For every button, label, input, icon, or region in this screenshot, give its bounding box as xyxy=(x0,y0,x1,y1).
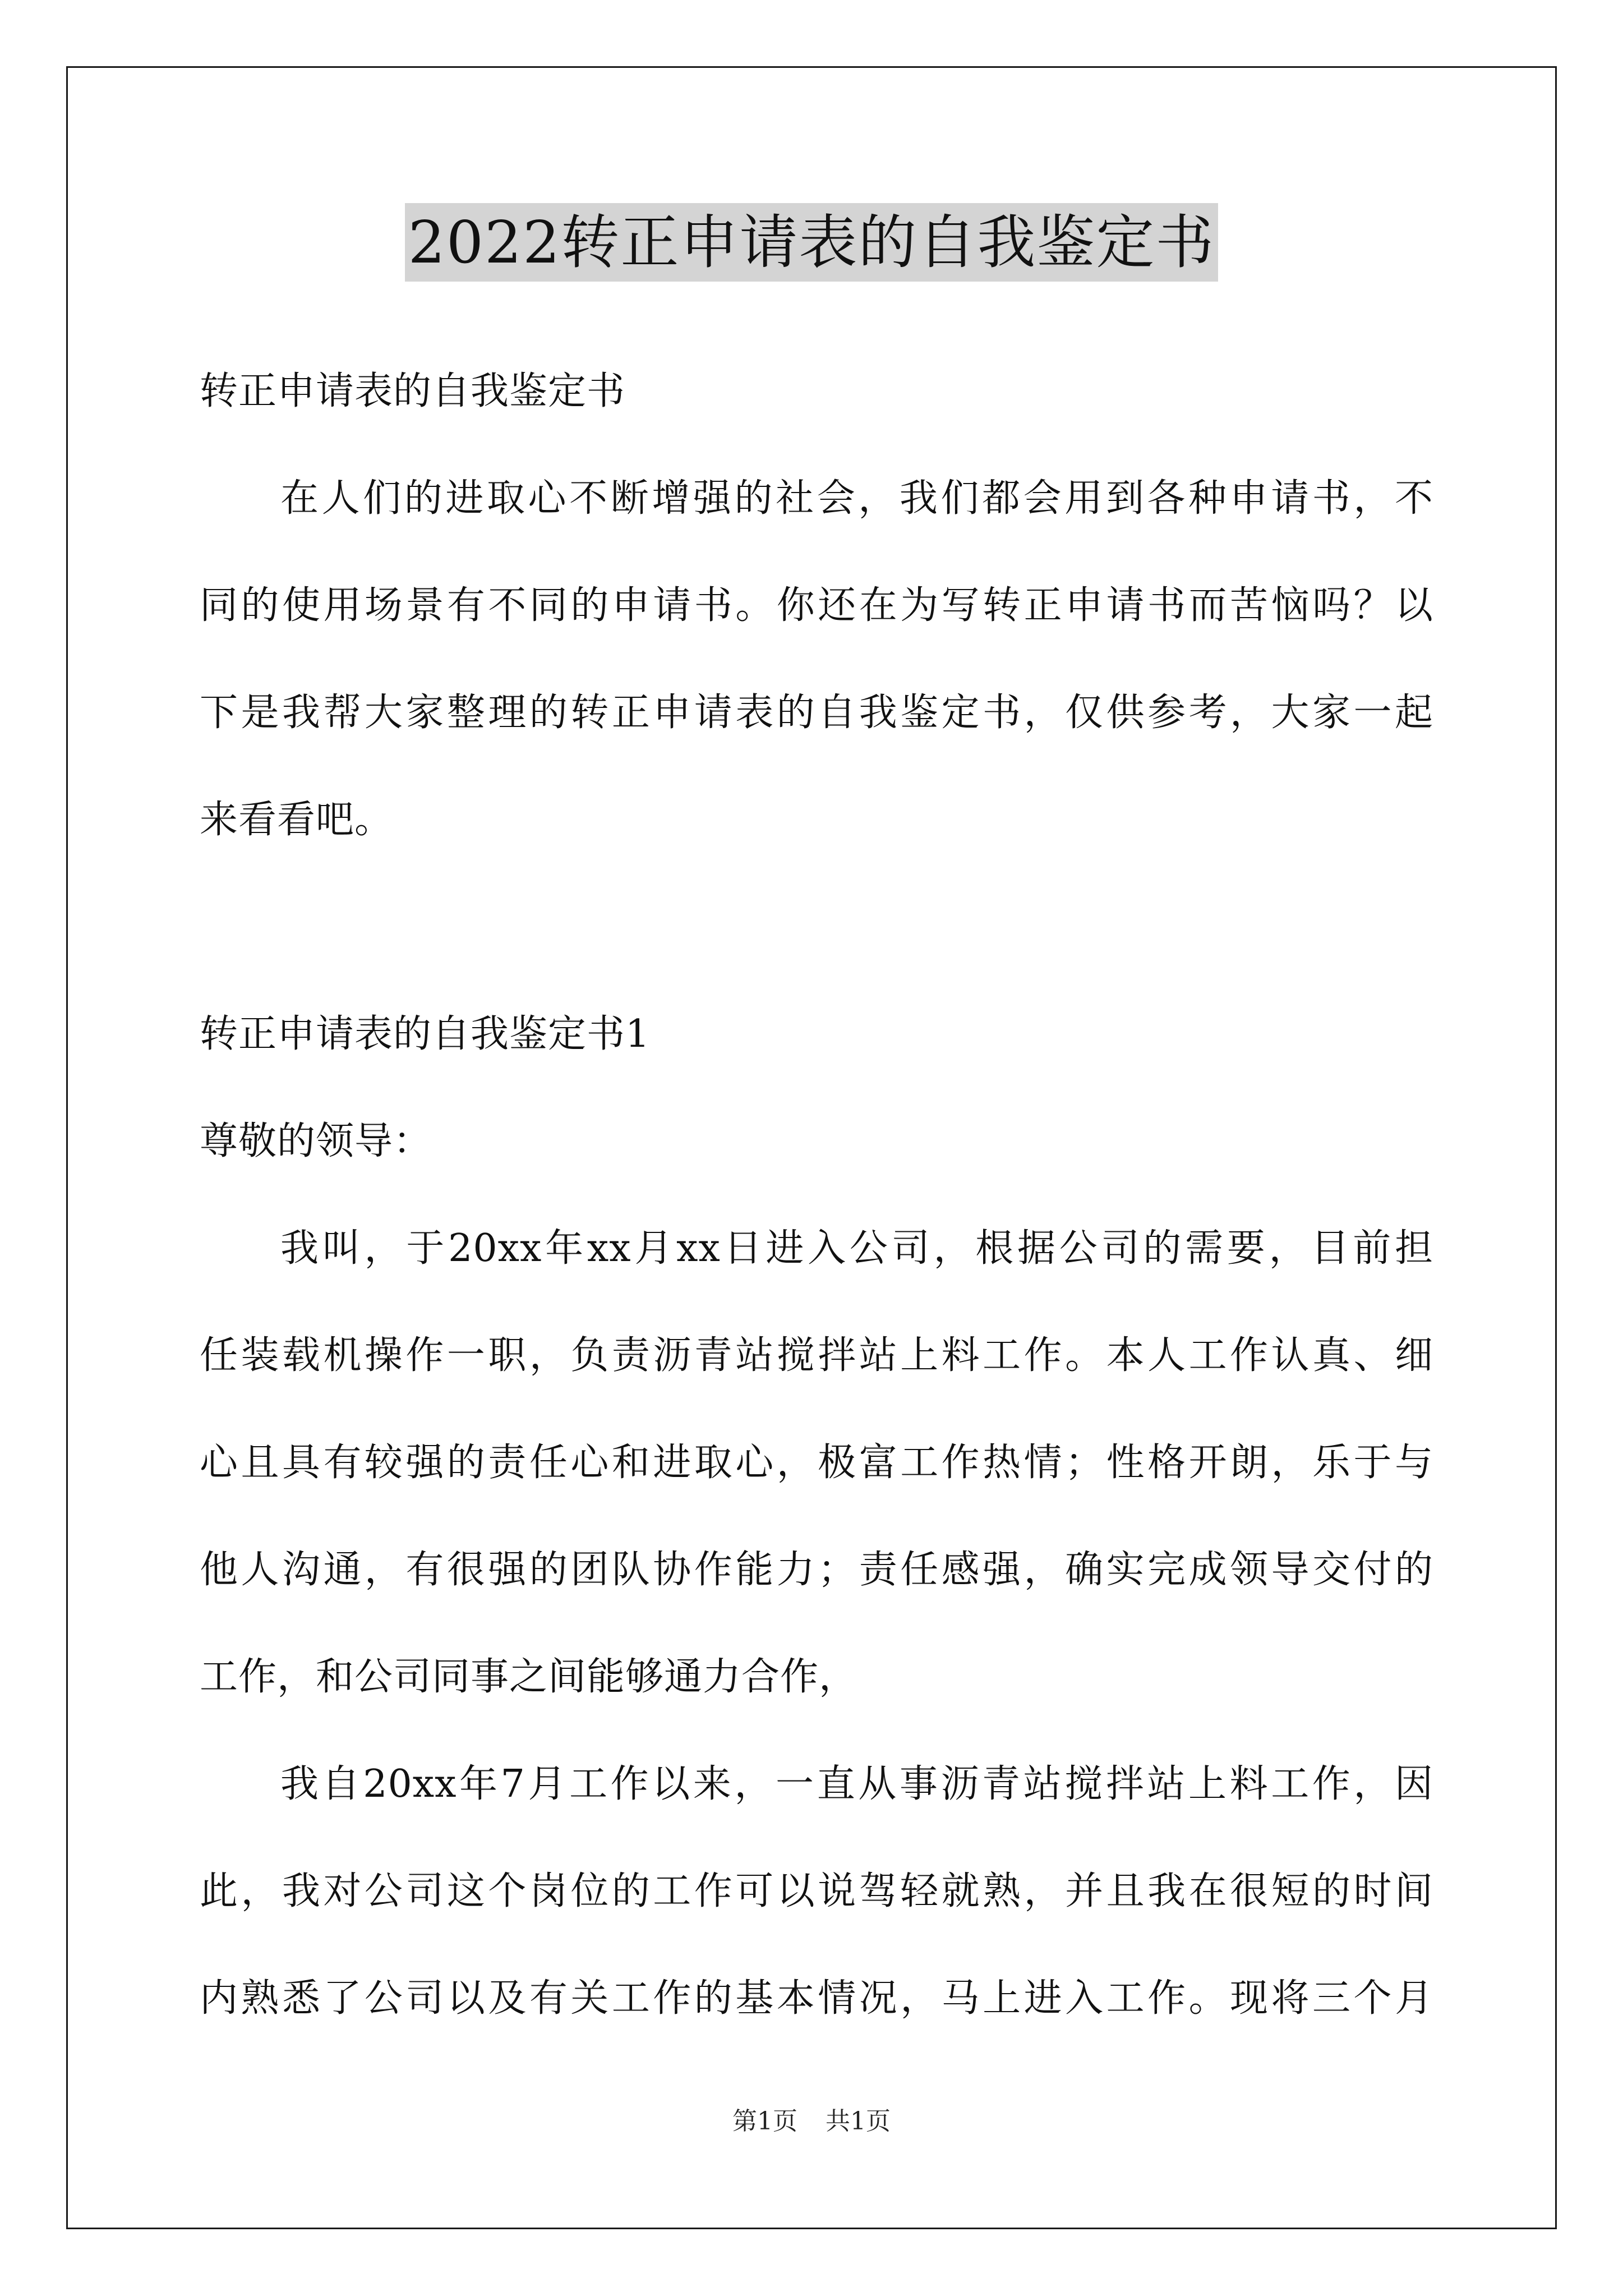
subtitle-line: 转正申请表的自我鉴定书 xyxy=(200,369,626,413)
paragraph-line: 我自20xx年7月工作以来，一直从事沥青站搅拌站上料工作，因 xyxy=(280,1762,1433,1806)
document-title xyxy=(0,203,1623,282)
paragraph-line: 在人们的进取心不断增强的社会，我们都会用到各种申请书，不 xyxy=(280,476,1433,521)
page-footer xyxy=(0,2105,1623,2138)
document-title-text: 2022转正申请表的自我鉴定书 xyxy=(405,203,1219,282)
paragraph-line: 任装载机操作一职，负责沥青站搅拌站上料工作。本人工作认真、细 xyxy=(200,1333,1433,1378)
paragraph-line: 工作，和公司同事之间能够通力合作， xyxy=(200,1655,858,1699)
document-body xyxy=(200,338,1433,2052)
section-heading: 转正申请表的自我鉴定书1 xyxy=(200,1012,651,1056)
paragraph-line: 此，我对公司这个岗位的工作可以说驾轻就熟，并且我在很短的时间 xyxy=(200,1869,1433,1913)
salutation: 尊敬的领导： xyxy=(200,1119,432,1163)
paragraph-line: 他人沟通，有很强的团队协作能力；责任感强，确实完成领导交付的 xyxy=(200,1548,1433,1592)
page-total: 共1页 xyxy=(826,2107,891,2136)
paragraph-line: 内熟悉了公司以及有关工作的基本情况，马上进入工作。现将三个月 xyxy=(200,1976,1433,2021)
page-number: 第1页 xyxy=(732,2107,797,2136)
paragraph-line: 心且具有较强的责任心和进取心，极富工作热情；性格开朗，乐于与 xyxy=(200,1441,1433,1485)
paragraph-line: 来看看吧。 xyxy=(200,798,394,842)
paragraph-line: 同的使用场景有不同的申请书。你还在为写转正申请书而苦恼吗？以 xyxy=(200,583,1433,628)
paragraph-line: 我叫，于20xx年xx月xx日进入公司，根据公司的需要，目前担 xyxy=(280,1226,1433,1271)
paragraph-gap xyxy=(200,873,1433,981)
paragraph-line: 下是我帮大家整理的转正申请表的自我鉴定书，仅供参考，大家一起 xyxy=(200,691,1433,735)
